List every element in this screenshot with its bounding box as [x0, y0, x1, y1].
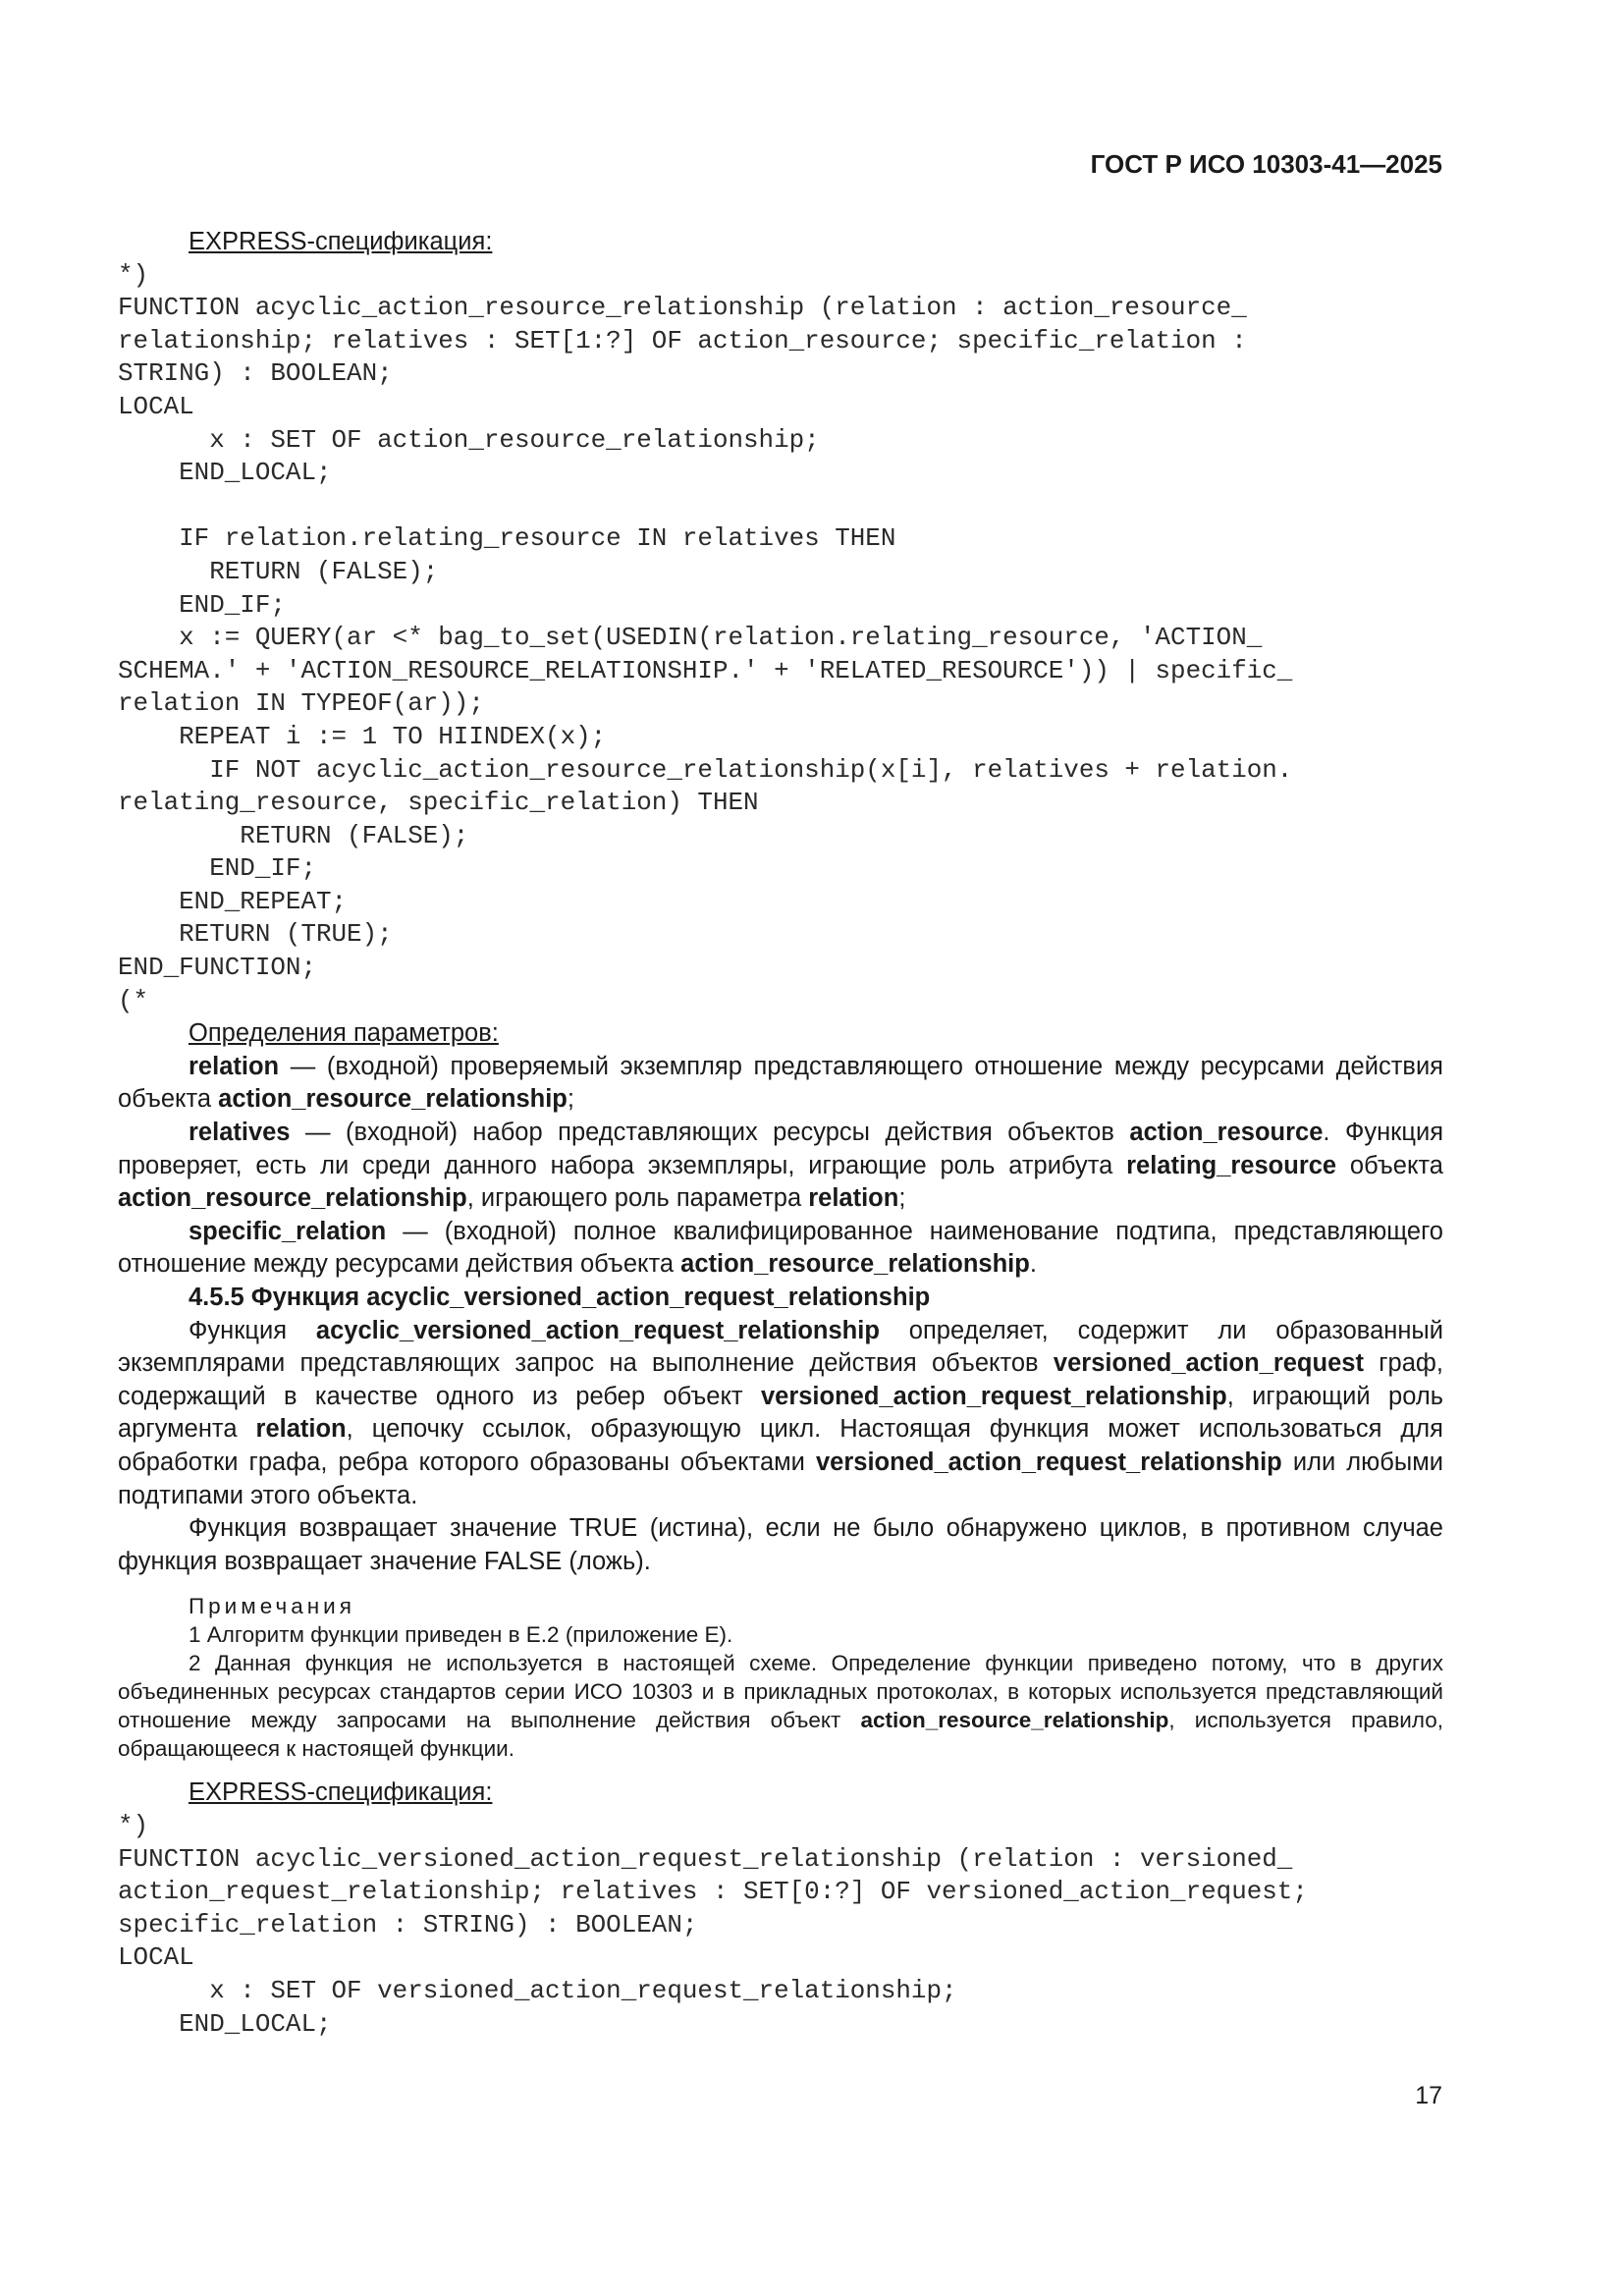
code-line: REPEAT i := 1 TO HIINDEX(x); [118, 721, 607, 751]
code-line: LOCAL [118, 1942, 194, 1973]
code-line: LOCAL [118, 391, 194, 421]
code-line: END_LOCAL; [118, 2008, 332, 2039]
code-line: x : SET OF action_resource_relationship; [118, 424, 820, 455]
code-line: relationship; relatives : SET[1:?] OF action_resource; specific_relation : [118, 325, 1247, 355]
code-line: RETURN (TRUE); [118, 919, 393, 950]
code-line: END_REPEAT; [118, 886, 348, 916]
code-line: RETURN (FALSE); [118, 820, 469, 850]
section-heading: 4.5.5 Функция acyclic_versioned_action_request_relationship [189, 1284, 931, 1311]
code-line: FUNCTION acyclic_versioned_action_request_relationship (relation : versioned_ [118, 1843, 1293, 1874]
code-line: *) [118, 1810, 149, 1840]
code-line: IF relation.relating_resource IN relatives THEN [118, 523, 896, 554]
params-label: Определения параметров: [189, 1019, 499, 1048]
code-line: END_FUNCTION; [118, 953, 316, 983]
code-line: x : SET OF versioned_action_request_relationship; [118, 1975, 957, 2005]
code-line: RETURN (FALSE); [118, 556, 439, 586]
express-spec-label: EXPRESS-спецификация: [189, 228, 493, 255]
code-line: specific_relation : STRING) : BOOLEAN; [118, 1909, 698, 1940]
code-line: IF NOT acyclic_action_resource_relationship(x[i], relatives + relation. [118, 754, 1293, 785]
code-line: *) [118, 259, 149, 290]
express-code-block [118, 259, 1443, 1018]
code-line: END_IF; [118, 589, 286, 620]
code-line: END_LOCAL; [118, 458, 332, 488]
express-spec-label-2: EXPRESS-спецификация: [189, 1778, 493, 1807]
code-line: action_request_relationship; relatives : SET[0:?] OF versioned_action_request; [118, 1877, 1308, 1907]
page-content [118, 226, 1443, 2041]
code-line: SCHEMA.' + 'ACTION_RESOURCE_RELATIONSHIP.' + 'RELATED_RESOURCE')) | specific_ [118, 655, 1293, 685]
code-line: (* [118, 985, 149, 1015]
document-header: ГОСТ Р ИСО 10303-41—2025 [1090, 149, 1442, 179]
function-description: Функция acyclic_versioned_action_request_relationship определяет, содержит ли образованный экземплярами представляющих запрос на выполнение действия объектов versioned_action_request граф, содержащий в качестве одного из ребер объект versioned_action_request_relationship, играющий роль аргумента relation, цепочку ссылок, образующую цикл. Настоящая функция может использоваться для обработки графа, ребра которого образованы объектами versioned_action_request_relationship или любыми подтипами этого объекта. [118, 1316, 1443, 1509]
note-2: 2 Данная функция не используется в настоящей схеме. Определение функции приведено потому, что в других объединенных ресурсах стандартов серии ИСО 10303 и в прикладных протоколах, в которых используется представляющий отношение между запросами на выполнение действия объект action_resource_relationship, используется правило, обращающееся к настоящей функции. [118, 1651, 1443, 1762]
code-line: END_IF; [118, 853, 316, 884]
param-specific-relation: specific_relation — (входной) полное квалифицированное наименование подтипа, представляющего отношение между ресурсами действия объекта action_resource_relationship. [118, 1217, 1443, 1279]
code-line: relation IN TYPEOF(ar)); [118, 688, 484, 719]
param-relatives: relatives — (входной) набор представляющих ресурсы действия объектов action_resource. Функция проверяет, есть ли среди данного набора экземпляры, играющие роль атрибута relating_resource объекта action_resource_relationship, играющего роль параметра relation; [118, 1119, 1443, 1213]
note-1: 1 Алгоритм функции приведен в Е.2 (приложение Е). [189, 1622, 733, 1648]
code-line: relating_resource, specific_relation) THEN [118, 788, 759, 818]
return-description: Функция возвращает значение TRUE (истина), если не было обнаружено циклов, в противном случае функция возвращает значение FALSE (ложь). [118, 1514, 1443, 1575]
page-number: 17 [1415, 2082, 1442, 2109]
notes-title: Примечания [189, 1594, 355, 1619]
code-line: STRING) : BOOLEAN; [118, 358, 393, 389]
code-line: x := QUERY(ar <* bag_to_set(USEDIN(relation.relating_resource, 'ACTION_ [118, 623, 1263, 653]
code-line [118, 490, 1443, 523]
express-code-block-2 [118, 1810, 1443, 2041]
param-relation: relation — (входной) проверяемый экземпляр представляющего отношение между ресурсами действия объекта action_resource_relationship; [118, 1052, 1443, 1114]
code-line: FUNCTION acyclic_action_resource_relationship (relation : action_resource_ [118, 293, 1247, 323]
